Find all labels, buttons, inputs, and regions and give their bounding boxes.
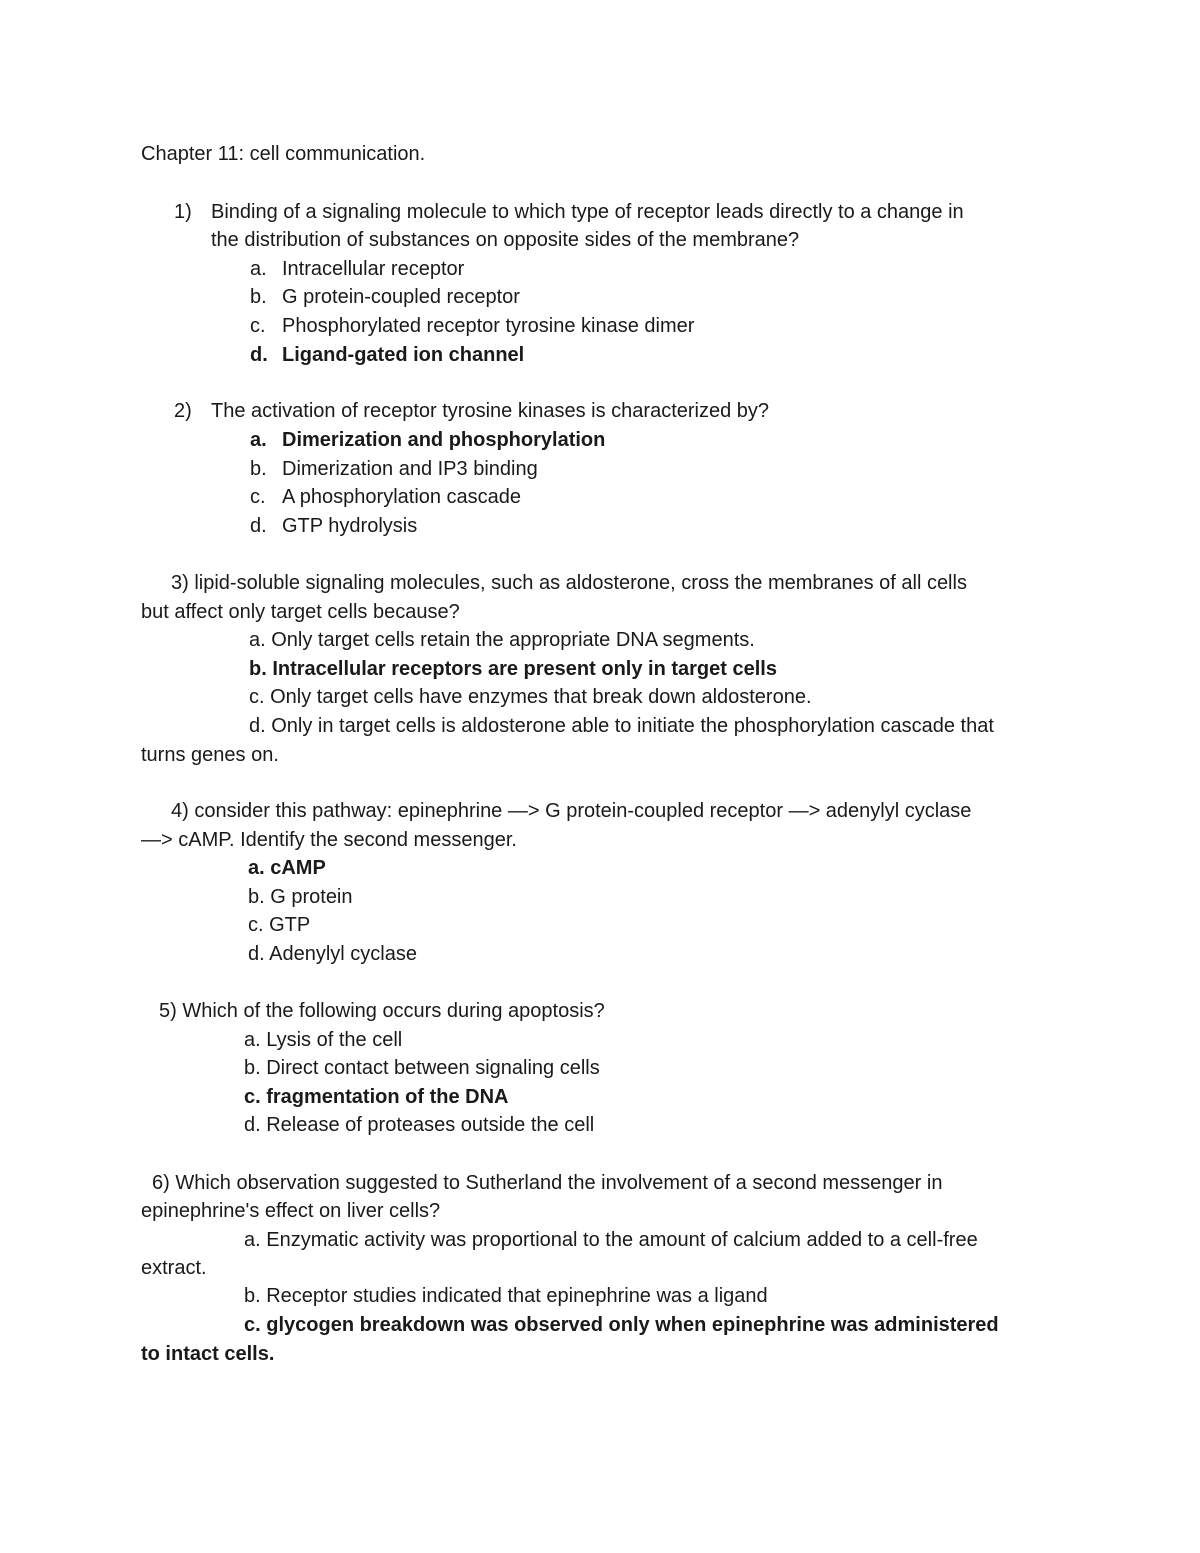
- option-letter-correct: d.: [250, 344, 268, 366]
- option-letter: b.: [250, 458, 267, 480]
- option-letter: b.: [250, 286, 267, 308]
- option-text: d. Only in target cells is aldosterone able to initiate the phosphorylation cascade that: [249, 715, 994, 737]
- option-text: d. Adenylyl cyclase: [248, 943, 417, 965]
- page-title: Chapter 11: cell communication.: [141, 143, 426, 165]
- option-text: b. Direct contact between signaling cells: [244, 1057, 600, 1079]
- option-letter-correct: a.: [250, 429, 267, 451]
- option-text: Dimerization and IP3 binding: [282, 458, 538, 480]
- question-number: 2): [174, 400, 192, 422]
- option-text-correct: Ligand-gated ion channel: [282, 344, 525, 366]
- question-text: Binding of a signaling molecule to which type of receptor leads directly to a change in: [211, 201, 964, 223]
- option-text-correct: a. cAMP: [248, 857, 326, 879]
- option-letter: c.: [250, 315, 266, 337]
- option-letter: a.: [250, 258, 267, 280]
- option-text: d. Release of proteases outside the cell: [244, 1114, 595, 1136]
- option-text: c. Only target cells have enzymes that break down aldosterone.: [249, 686, 812, 708]
- option-text-correct: Dimerization and phosphorylation: [282, 429, 606, 451]
- question-text: epinephrine's effect on liver cells?: [141, 1200, 441, 1222]
- question-text: the distribution of substances on opposite sides of the membrane?: [211, 229, 800, 251]
- option-text: A phosphorylation cascade: [282, 486, 522, 508]
- option-text: Phosphorylated receptor tyrosine kinase dimer: [282, 315, 695, 337]
- option-text: b. Receptor studies indicated that epinephrine was a ligand: [244, 1285, 768, 1307]
- question-text: The activation of receptor tyrosine kinases is characterized by?: [211, 400, 770, 422]
- question-text: —> cAMP. Identify the second messenger.: [141, 829, 517, 851]
- option-text: c. GTP: [248, 914, 311, 936]
- option-text-continuation: turns genes on.: [141, 744, 279, 766]
- option-letter: c.: [250, 486, 266, 508]
- option-text-continuation: extract.: [141, 1257, 207, 1279]
- option-text: GTP hydrolysis: [282, 515, 418, 537]
- option-text-correct: c. fragmentation of the DNA: [244, 1086, 509, 1108]
- option-text: Intracellular receptor: [282, 258, 465, 280]
- option-letter: d.: [250, 515, 267, 537]
- option-text: a. Lysis of the cell: [244, 1029, 403, 1051]
- option-text-correct: b. Intracellular receptors are present only in target cells: [249, 658, 777, 680]
- question-number: 1): [174, 201, 192, 223]
- question-text: but affect only target cells because?: [141, 601, 460, 623]
- question-text: 4) consider this pathway: epinephrine —> G protein-coupled receptor —> adenylyl cyclase: [171, 800, 972, 822]
- question-text: 6) Which observation suggested to Sutherland the involvement of a second messenger in: [152, 1172, 943, 1194]
- question-text: 3) lipid-soluble signaling molecules, such as aldosterone, cross the membranes of all cells: [171, 572, 967, 594]
- option-text: a. Enzymatic activity was proportional to the amount of calcium added to a cell-free: [244, 1229, 978, 1251]
- option-text: a. Only target cells retain the appropriate DNA segments.: [249, 629, 755, 651]
- option-text: G protein-coupled receptor: [282, 286, 520, 308]
- option-text-continuation-correct: to intact cells.: [141, 1343, 275, 1365]
- question-text: 5) Which of the following occurs during apoptosis?: [159, 1000, 605, 1022]
- option-text-correct: c. glycogen breakdown was observed only when epinephrine was administered: [244, 1314, 999, 1336]
- option-text: b. G protein: [248, 886, 353, 908]
